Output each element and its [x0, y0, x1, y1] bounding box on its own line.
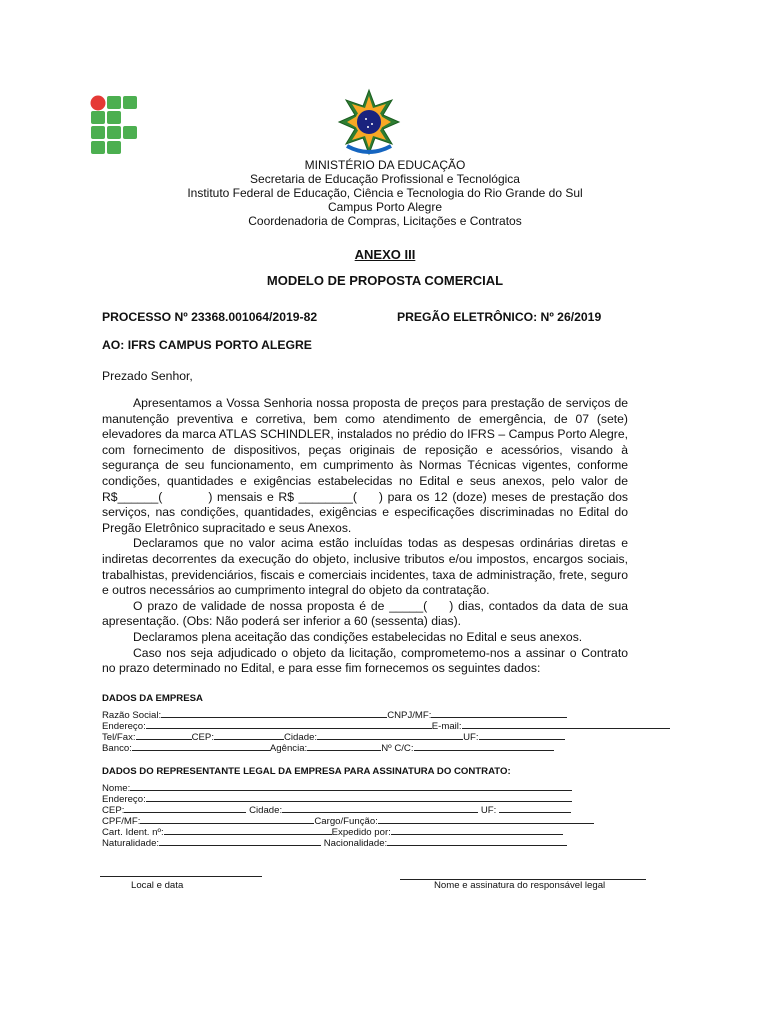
ifrs-logo: [90, 95, 140, 157]
rep-row-2: Endereço:: [102, 792, 572, 805]
addressee: AO: IFRS CAMPUS PORTO ALEGRE: [102, 338, 312, 352]
telfax-field[interactable]: [136, 730, 192, 740]
ministry-name: MINISTÉRIO DA EDUCAÇÃO: [304, 158, 466, 172]
logo-red-dot: [91, 96, 106, 111]
process-number: PROCESSO Nº 23368.001064/2019-82: [102, 310, 318, 324]
company-address-field[interactable]: [146, 719, 432, 729]
rep-row-6: Naturalidade: Nacionalidade:: [102, 836, 567, 849]
rep-address-field[interactable]: [146, 792, 572, 802]
paragraph-proposal: Apresentamos a Vossa Senhoria nossa proposta de preços para prestação de serviços de manutenção preventiva e corretiva, bem como atendimento de emergência, de 07 (sete) elevadores da marca ATLAS SCHINDLER, instalados no prédio do IFRS – Campus Porto Alegre, com fornecimento de dispositivos, peças originais de reposição e acessórios, visando à segurança de seu funcionamento, em cumprimento às Normas Técnicas vigentes, conforme condições, quantidades e exigências estabelecidas no Edital e seus anexos, pelo valor de R$______( ) mensais e R$ ________( ) para os 12 (doze) meses de prestação dos serviços, nas condições, quantidades, exigências e especificações discriminadas no Edital do Pregão Eletrônico supracitado e seus Anexos.: [102, 396, 628, 535]
header-block: [0, 158, 770, 228]
rep-city-field[interactable]: [282, 803, 478, 813]
company-row-3: Tel/Fax: CEP: Cidade: UF:: [102, 730, 565, 743]
account-field[interactable]: [414, 741, 554, 751]
coordination-name: Coordenadoria de Compras, Licitações e Contratos: [248, 214, 522, 228]
rep-cpf-field[interactable]: [140, 814, 314, 824]
document-title: MODELO DE PROPOSTA COMERCIAL: [266, 273, 504, 288]
rep-issuer-field[interactable]: [391, 825, 563, 835]
agency-field[interactable]: [307, 741, 381, 751]
secretariat-name: Secretaria de Educação Profissional e Tecnológica: [250, 172, 520, 186]
rep-cep-field[interactable]: [124, 803, 246, 813]
rep-row-3: CEP: Cidade: UF:: [102, 803, 571, 816]
rep-row-1: Nome:: [102, 781, 572, 794]
pregao-number: PREGÃO ELETRÔNICO: Nº 26/2019: [397, 310, 602, 324]
cnpj-field[interactable]: [431, 708, 567, 718]
local-date-label: Local e data: [131, 880, 184, 891]
campus-name: Campus Porto Alegre: [327, 200, 443, 214]
rep-row-5: Cart. Ident. nº: Expedido por:: [102, 825, 563, 838]
rep-id-field[interactable]: [164, 825, 332, 835]
rep-role-field[interactable]: [378, 814, 594, 824]
paragraph-validity: O prazo de validade de nossa proposta é de _____( ) dias, contados da data de sua apresentação. (Obs: Não poderá ser inferior a 60 (sessenta) dias).: [102, 598, 628, 629]
paragraph-adjudication: Caso nos seja adjudicado o objeto da licitação, comprometemo-nos a assinar o Contrato no prazo determinado no Edital, e para esse fim fornecemos os seguintes dados:: [102, 645, 628, 676]
company-row-4: Banco: Agência: Nº C/C:: [102, 741, 554, 754]
local-date-line[interactable]: [100, 876, 262, 877]
signature-label: Nome e assinatura do responsável legal: [434, 880, 606, 891]
company-data-heading: DADOS DA EMPRESA: [102, 693, 203, 704]
company-city-field[interactable]: [317, 730, 463, 740]
rep-uf-field[interactable]: [499, 803, 571, 813]
company-row-1: Razão Social: CNPJ/MF:: [102, 708, 567, 721]
company-row-2: Endereço: E-mail:: [102, 719, 670, 732]
institute-name: Instituto Federal de Educação, Ciência e Tecnologia do Rio Grande do Sul: [187, 186, 583, 200]
company-uf-field[interactable]: [479, 730, 565, 740]
coat-of-arms-emblem: [333, 88, 405, 156]
paragraph-expenses: Declaramos que no valor acima estão incluídas todas as despesas ordinárias diretas e indiretas decorrentes da execução do objeto, inclusive tributos e/ou impostos, encargos sociais, trabalhistas, previdenciários, fiscais e comerciais incidentes, taxa de administração, frete, seguro e outros necessários ao cumprimento integral do objeto da contratação.: [102, 536, 628, 598]
rep-birthplace-field[interactable]: [159, 836, 321, 846]
razao-social-field[interactable]: [161, 708, 387, 718]
rep-nationality-field[interactable]: [387, 836, 567, 846]
paragraph-acceptance: Declaramos plena aceitação das condições estabelecidas no Edital e seus anexos.: [133, 629, 583, 644]
representative-heading: DADOS DO REPRESENTANTE LEGAL DA EMPRESA PARA ASSINATURA DO CONTRATO:: [102, 766, 511, 777]
greeting: Prezado Senhor,: [102, 369, 193, 383]
proposal-body: [102, 396, 628, 677]
rep-row-4: CPF/MF: Cargo/Função:: [102, 814, 594, 827]
rep-name-field[interactable]: [130, 781, 572, 791]
bank-field[interactable]: [132, 741, 270, 751]
annex-title: ANEXO III: [354, 247, 416, 262]
company-cep-field[interactable]: [214, 730, 284, 740]
company-email-field[interactable]: [462, 719, 670, 729]
